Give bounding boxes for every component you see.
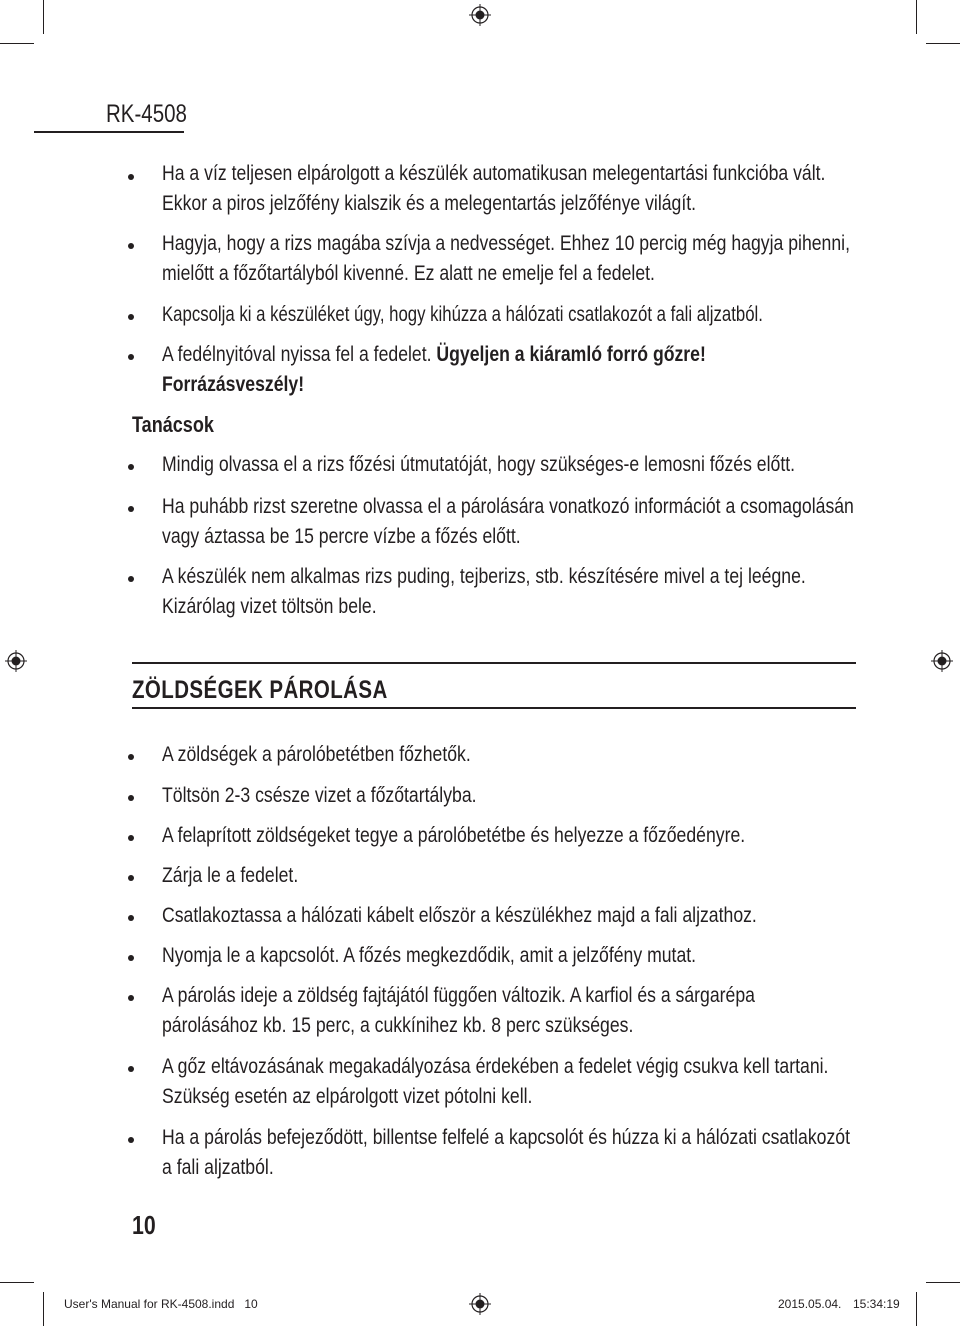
list-item: A gőz eltávozásának megakadályozása érdekében a fedelet végig csukva kell tartani.	[162, 1054, 829, 1078]
bullet	[128, 314, 134, 320]
list-item: Mindig olvassa el a rizs főzési útmutatóját, hogy szükséges-e lemosni főzés előtt.	[162, 452, 796, 476]
tips-heading: Tanácsok	[132, 412, 214, 437]
list-item: A párolás ideje a zöldség fajtájától függően változik. A karfiol és a sárgarépa	[162, 983, 755, 1007]
footer-time: 15:34:19	[853, 1297, 900, 1311]
bullet	[128, 754, 134, 760]
bullet	[128, 1066, 134, 1072]
list-item: Zárja le a fedelet.	[162, 863, 299, 887]
bullet	[128, 915, 134, 921]
bullet	[128, 1137, 134, 1143]
warning-text: Ügyeljen a kiáramló forró gőzre!	[436, 342, 706, 366]
bullet	[128, 464, 134, 470]
list-item: A készülék nem alkalmas rizs puding, tejberizs, stb. készítésére mivel a tej leégne.	[162, 564, 806, 588]
header-rule	[34, 131, 184, 133]
list-item: Ha a párolás befejeződött, billentse felfelé a kapcsolót és húzza ki a hálózati csatlakozót	[162, 1125, 850, 1149]
bullet	[128, 243, 134, 249]
bullet	[128, 795, 134, 801]
list-item	[162, 339, 706, 369]
list-item	[162, 369, 304, 399]
registration-mark-icon	[469, 4, 491, 26]
footer-date: 2015.05.04.	[778, 1297, 842, 1311]
crop-mark	[0, 1282, 34, 1283]
model-header: RK-4508	[106, 100, 187, 128]
list-item: Szükség esetén az elpárolgott vizet pótolni kell.	[162, 1084, 533, 1108]
crop-mark	[926, 1282, 960, 1283]
instruction-text: A fedélnyitóval nyissa fel a fedelet.	[162, 342, 437, 366]
registration-mark-icon	[469, 1293, 491, 1315]
crop-mark	[43, 0, 44, 34]
bullet	[128, 875, 134, 881]
crop-mark	[926, 43, 960, 44]
list-item: Töltsön 2-3 csésze vizet a főzőtartályba.	[162, 783, 477, 807]
list-item: Kapcsolja ki a készüléket úgy, hogy kihúzza a hálózati csatlakozót a fali aljzatból.	[162, 302, 763, 326]
footer-filename: User's Manual for RK-4508.indd 10	[64, 1297, 258, 1311]
list-item: A felaprított zöldségeket tegye a párolóbetétbe és helyezze a főzőedényre.	[162, 823, 746, 847]
list-item: Hagyja, hogy a rizs magába szívja a nedvességet. Ehhez 10 percig még hagyja pihenni,	[162, 231, 850, 255]
crop-mark	[43, 1292, 44, 1326]
section-title: ZÖLDSÉGEK PÁROLÁSA	[132, 676, 388, 704]
bullet	[128, 506, 134, 512]
list-item: párolásához kb. 15 perc, a cukkínihez kb. 8 perc szükséges.	[162, 1013, 634, 1037]
warning-text: Forrázásveszély!	[162, 372, 305, 396]
list-item: Nyomja le a kapcsolót. A főzés megkezdődik, amit a jelzőfény mutat.	[162, 943, 697, 967]
list-item: vagy áztassa be 15 percre vízbe a főzés előtt.	[162, 524, 521, 548]
bullet	[128, 995, 134, 1001]
list-item: mielőtt a főzőtartályból kivenné. Ez alatt ne emelje fel a fedelet.	[162, 261, 655, 285]
section-rule-top	[132, 662, 856, 664]
crop-mark	[0, 43, 34, 44]
bullet	[128, 174, 134, 180]
list-item: Csatlakoztassa a hálózati kábelt először a készülékhez majd a fali aljzathoz.	[162, 903, 757, 927]
crop-mark	[916, 0, 917, 34]
bullet	[128, 354, 134, 360]
bullet	[128, 955, 134, 961]
list-item: Ha a víz teljesen elpárolgott a készülék automatikusan melegentartási funkcióba vált.	[162, 161, 826, 185]
bullet	[128, 835, 134, 841]
section-rule-bottom	[132, 707, 856, 709]
list-item: Ha puhább rizst szeretne olvassa el a párolására vonatkozó információt a csomagolásán	[162, 494, 854, 518]
list-item: a fali aljzatból.	[162, 1155, 274, 1179]
list-item: Ekkor a piros jelzőfény kialszik és a melegentartás jelzőfénye világít.	[162, 191, 697, 215]
crop-mark	[916, 1292, 917, 1326]
registration-mark-icon	[931, 650, 953, 672]
list-item: Kizárólag vizet töltsön bele.	[162, 594, 377, 618]
page-number: 10	[132, 1210, 156, 1240]
bullet	[128, 576, 134, 582]
registration-mark-icon	[5, 650, 27, 672]
list-item: A zöldségek a párolóbetétben főzhetők.	[162, 742, 471, 766]
